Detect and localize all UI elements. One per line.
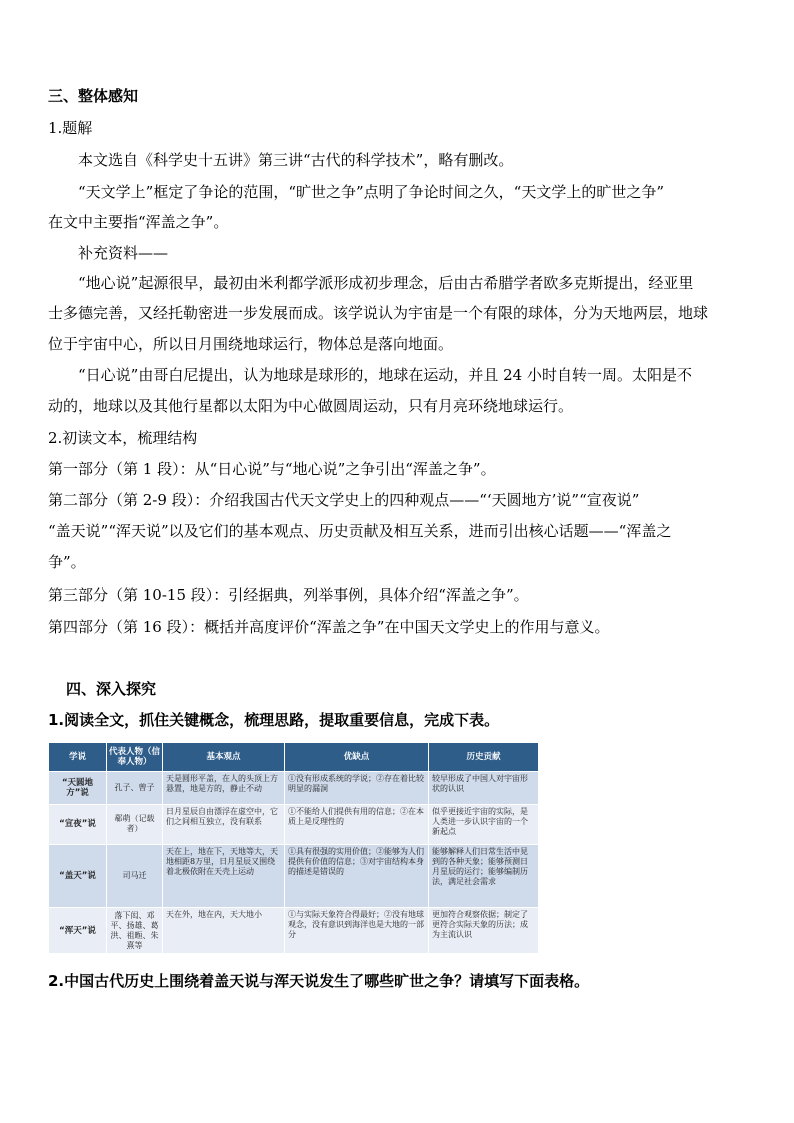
- table-row: [49, 908, 539, 954]
- cell-merits: ①具有很强的实用价值；②能够为人们提供有价值的信息；③对宇宙结构本身的描述是错误的: [285, 845, 429, 908]
- question-1: 1.阅读全文，抓住关键概念，梳理思路，提取重要信息，完成下表。: [48, 711, 500, 729]
- section3-heading: 三、整体感知: [48, 87, 139, 105]
- paragraph-2-line-1: “天文学上”框定了争论的范围，“旷世之争”点明了争论时间之久，“天文学上的旷世之争”: [78, 183, 665, 201]
- structure-part-2-line-2: “盖天说”“浑天说”以及它们的基本观点、历史贡献及相互关系，进而引出核心话题——“浑盖之: [48, 522, 672, 540]
- cell-contribution: 较早形成了中国人对宇宙形状的认识: [429, 772, 539, 805]
- cell-view: 天在上，地在下，天地等大，天地相距8万里，日月星辰又围绕着北极依附在天壳上运动: [163, 845, 285, 908]
- cell-view: 天在外，地在内，天大地小: [163, 908, 285, 954]
- paragraph-3-line-3: 位于宇宙中心，所以日月围绕地球运行，物体总是落向地面。: [48, 335, 454, 353]
- section4-heading: 四、深入探究: [66, 680, 157, 698]
- header-view: 基本观点: [163, 743, 285, 772]
- table-row: [49, 804, 539, 845]
- cell-person: 落下闳、邓平、扬雄、葛洪、祖暅、朱熹等: [107, 908, 163, 954]
- structure-part-3: 第三部分（第 10-15 段）：引经据典，列举事例，具体介绍“浑盖之争”。: [48, 586, 529, 604]
- paragraph-4-line-2: 动的，地球以及其他行星都以太阳为中心做圆周运动，只有月亮环绕地球运行。: [48, 397, 574, 415]
- table-row: [49, 845, 539, 908]
- cell-theory: “宣夜”说: [49, 804, 107, 845]
- header-person: 代表人物（信奉人物）: [107, 743, 163, 772]
- paragraph-4-line-1: “日心说”由哥白尼提出，认为地球是球形的，地球在运动，并且 24 小时自转一周。太阳是不: [78, 366, 692, 384]
- paragraph-3-line-1: “地心说”起源很早，最初由米利都学派形成初步理念，后由古希腊学者欧多克斯提出，经亚里: [78, 274, 694, 292]
- cell-contribution: 更加符合观察依据；制定了更符合实际天象的历法；成为主流认识: [429, 908, 539, 954]
- table-row: [49, 772, 539, 805]
- cell-theory: “盖天”说: [49, 845, 107, 908]
- cell-person: 孔子、曾子: [107, 772, 163, 805]
- astronomy-theories-table: [48, 742, 539, 954]
- structure-part-2-line-1: 第二部分（第 2-9 段）：介绍我国古代天文学史上的四种观点——“‘天圆地方’说”“宣夜说”: [48, 491, 640, 509]
- cell-merits: ①与实际天象符合得最好；②没有地球观念，没有意识到海洋也是大地的一部分: [285, 908, 429, 954]
- structure-part-1: 第一部分（第 1 段）：从“日心说”与“地心说”之争引出“浑盖之争”。: [48, 460, 496, 478]
- cell-person: 郗萌（记载者）: [107, 804, 163, 845]
- header-theory: 学说: [49, 743, 107, 772]
- paragraph-1: 本文选自《科学史十五讲》第三讲“古代的科学技术”，略有删改。: [78, 151, 514, 169]
- paragraph-3-line-2: 士多德完善，又经托勒密进一步发展而成。该学说认为宇宙是一个有限的球体，分为天地两层，地球: [48, 304, 709, 322]
- cell-theory: “浑天”说: [49, 908, 107, 954]
- cell-contribution: 能够解释人们日常生活中見到的各种天象；能够预测日月星辰的运行；能够编制历法，满足社会需求: [429, 845, 539, 908]
- cell-merits: ①没有形成系统的学说；②存在着比较明显的漏洞: [285, 772, 429, 805]
- cell-contribution: 似乎更接近宇宙的实际，是人类进一步认识宇宙的一个新起点: [429, 804, 539, 845]
- cell-view: 天是圆形平盖，在人的头顶上方悬置，地是方的，静止不动: [163, 772, 285, 805]
- table-header-row: [49, 743, 539, 772]
- supplement-label: 补充资料——: [78, 244, 169, 262]
- header-contribution: 历史贡献: [429, 743, 539, 772]
- cell-person: 司马迁: [107, 845, 163, 908]
- cell-view: 日月星辰自由漂浮在虚空中，它们之间相互独立，没有联系: [163, 804, 285, 845]
- cell-theory: “天圆地方”说: [49, 772, 107, 805]
- header-merits: 优缺点: [285, 743, 429, 772]
- structure-part-2-line-3: 争”。: [48, 553, 86, 571]
- structure-part-4: 第四部分（第 16 段）：概括并高度评价“浑盖之争”在中国天文学史上的作用与意义。: [48, 618, 610, 636]
- paragraph-2-line-2: 在文中主要指“浑盖之争”。: [48, 213, 229, 231]
- question-2: 2.中国古代历史上围绕着盖天说与浑天说发生了哪些旷世之争？请填写下面表格。: [48, 972, 590, 990]
- cell-merits: ①不能给人们提供有用的信息；②在本质上是反理性的: [285, 804, 429, 845]
- subheading-2: 2.初读文本，梳理结构: [48, 429, 198, 447]
- subheading-1: 1.题解: [48, 119, 93, 137]
